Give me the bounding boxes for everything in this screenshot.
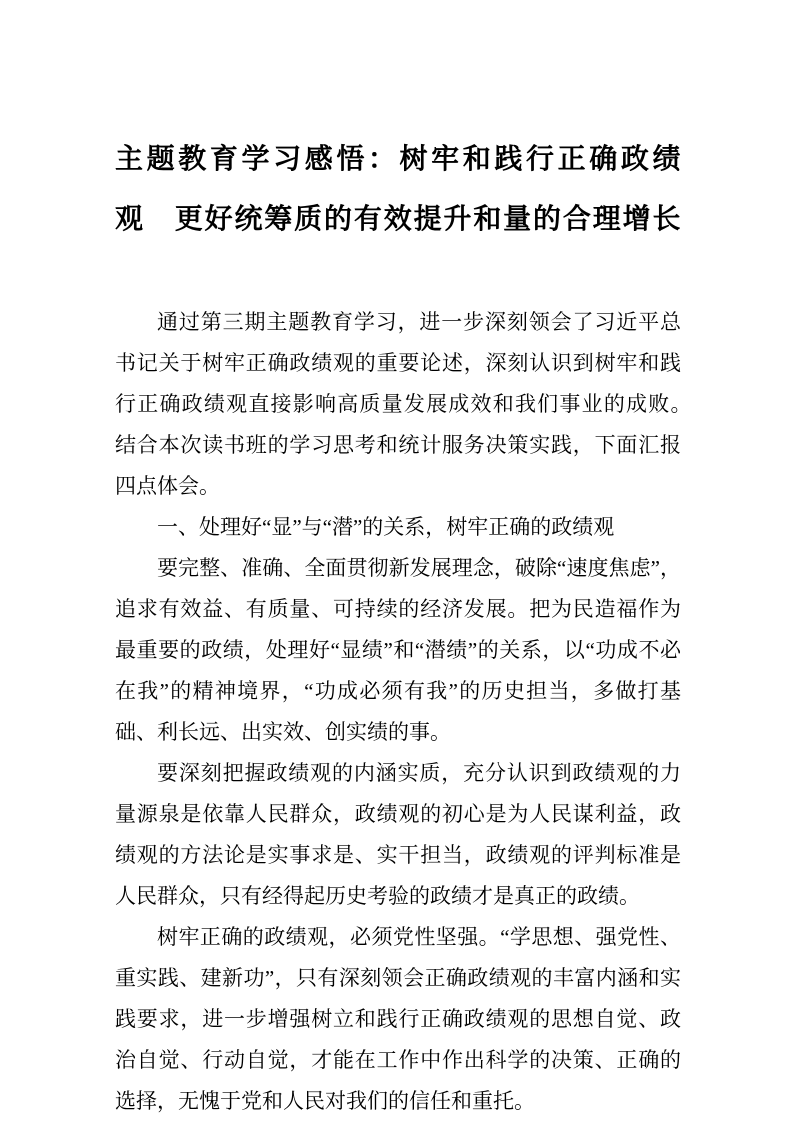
document-title [115,130,681,250]
section-1-paragraph-3: 树牢正确的政绩观，必须党性坚强。“学思想、强党性、重实践、建新功”，只有深刻领会正确政绩观的丰富内涵和实践要求，进一步增强树立和践行正确政绩观的思想自觉、政治自觉、行动自觉，才能在工作中作出科学的决策、正确的选择，无愧于党和人民对我们的信任和重托。 [115,925,681,1113]
section-1-paragraph-2: 要深刻把握政绩观的内涵实质，充分认识到政绩观的力量源泉是依靠人民群众，政绩观的初心是为人民谋利益，政绩观的方法论是实事求是、实干担当，政绩观的评判标准是人民群众，只有经得起历史考验的政绩才是真正的政绩。 [115,761,681,908]
document-content [115,130,702,1122]
section-1-heading: 一、处理好“显”与“潜”的关系，树牢正确的政绩观 [157,515,615,539]
document-body [115,302,702,1122]
document-title-line-1: 主题教育学习感悟：树牢和践行正确政绩 [115,144,681,175]
document-title-line-2: 观 更好统筹质的有效提升和量的合理增长 [115,204,681,235]
intro-paragraph: 通过第三期主题教育学习，进一步深刻领会了习近平总书记关于树牢正确政绩观的重要论述，深刻认识到树牢和践行正确政绩观直接影响高质量发展成效和我们事业的成败。 结合本次读书班的学习思考和统计服务决策实践，下面汇报四点体会。 [115,310,702,498]
section-1-paragraph-1: 要完整、准确、全面贯彻新发展理念，破除“速度焦虑”，追求有效益、有质量、可持续的经济发展。把为民造福作为最重要的政绩，处理好“显绩”和“潜绩”的关系，以“功成不必在我”的精神境界，“功成必须有我”的历史担当，多做打基础、利长远、出实效、创实绩的事。 [115,556,681,744]
